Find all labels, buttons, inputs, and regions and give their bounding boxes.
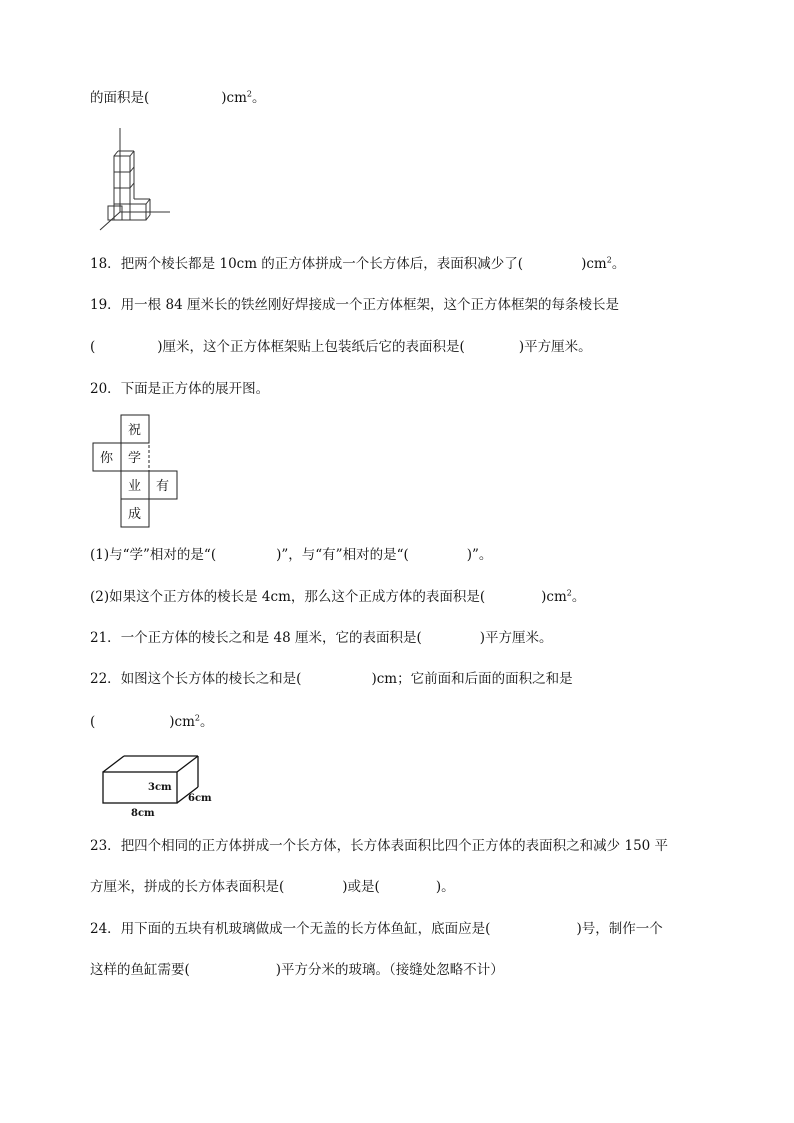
q23-line2: 方厘米，拼成的长方体表面积是( )或是( )。 bbox=[90, 879, 455, 895]
net-cell-left: 你 bbox=[100, 451, 114, 466]
cuboid-depth-label: 6cm bbox=[188, 793, 212, 804]
q20-sub1-line: (1)与“学”相对的是“( )”，与“有”相对的是“( )”。 bbox=[90, 547, 493, 563]
net-cell-top: 祝 bbox=[128, 423, 142, 438]
net-cell-right: 有 bbox=[156, 479, 170, 494]
net-cell-bottom: 成 bbox=[128, 507, 142, 522]
net-cell-center: 学 bbox=[128, 451, 142, 466]
q23-line1: 23．把四个相同的正方体拼成一个长方体，长方体表面积比四个正方体的表面积之和减少 150 平 bbox=[90, 838, 669, 854]
q24-line2: 这样的鱼缸需要( )平方分米的玻璃。（接缝处忽略不计） bbox=[90, 962, 504, 978]
net-cell-lower: 业 bbox=[128, 479, 142, 494]
q20-line: 20．下面是正方体的展开图。 bbox=[90, 381, 270, 397]
q22-line2: ( )$cm^2$。 bbox=[90, 713, 214, 730]
q22-line1: 22．如图这个长方体的棱长之和是( )cm；它前面和后面的面积之和是 bbox=[90, 671, 573, 687]
q20-sub2-line: (2)如果这个正方体的棱长是 4cm，那么这个正成方体的表面积是( )$cm^2$。 bbox=[90, 588, 586, 605]
q24-line1: 24．用下面的五块有机玻璃做成一个无盖的长方体鱼缸，底面应是( )号，制作一个 bbox=[90, 921, 663, 937]
q21-line: 21．一个正方体的棱长之和是 48 厘米，它的表面积是( )平方厘米。 bbox=[90, 630, 553, 646]
q18-line: 18．把两个棱长都是 10cm 的正方体拼成一个长方体后，表面积减少了( )$cm^2$。 bbox=[90, 255, 626, 272]
cuboid-length-label: 8cm bbox=[131, 808, 155, 819]
q19-line1: 19．用一根 84 厘米长的铁丝刚好焊接成一个正方体框架，这个正方体框架的每条棱长是 bbox=[90, 297, 619, 313]
cube-net-figure bbox=[92, 414, 182, 528]
q17-answer-line: 的面积是( )$cm^2$。 bbox=[90, 89, 266, 106]
cuboid-figure bbox=[98, 752, 218, 820]
stacked-cubes-figure bbox=[98, 128, 173, 232]
q19-line2: ( )厘米，这个正方体框架贴上包装纸后它的表面积是( )平方厘米。 bbox=[90, 339, 592, 355]
cuboid-height-label: 3cm bbox=[148, 782, 172, 793]
